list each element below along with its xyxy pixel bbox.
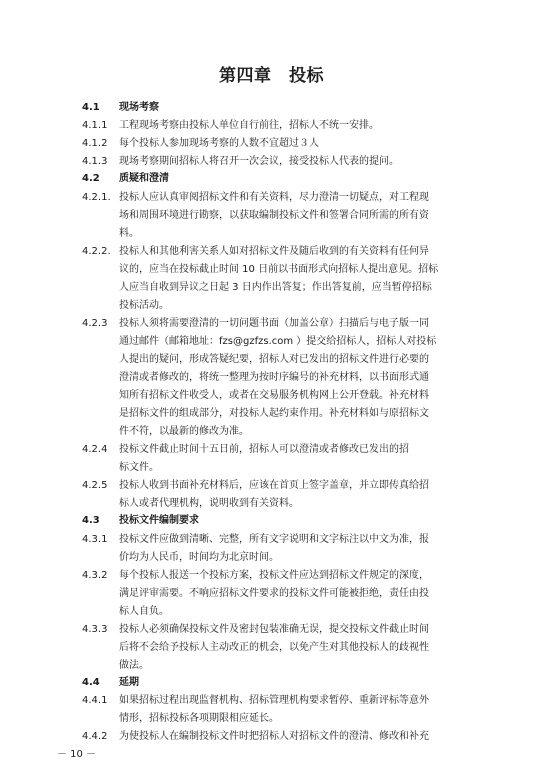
section-number: 4.4 <box>82 677 100 688</box>
chapter-title: 第四章 投标 <box>219 66 324 86</box>
clause-number: 4.1.2 <box>82 138 108 149</box>
clause-line: 澄清或者修改的，将统一整理为按时序编号的补充材料，以书面形式通 <box>119 372 429 383</box>
clause-text: 每个投标人参加现场考察的人数不宜超过３人 <box>119 138 319 149</box>
page-number: － 10 － <box>57 749 97 760</box>
clause-line: 投标人和其他利害关系人如对招标文件及随后收到的有关资料有任何异 <box>119 246 429 257</box>
clause-line: 投标文件截止时间十五日前，招标人可以澄清或者修改已发出的招 <box>119 444 409 455</box>
clause-number: 4.2.3 <box>82 318 108 329</box>
clause-line: 情形，招标投标各项期限相应延长。 <box>119 713 279 724</box>
clause-text: 工程现场考察由投标人单位自行前往，招标人不统一安排。 <box>119 120 379 131</box>
clause-line: 通过邮件（邮箱地址：fzs@gzfzs.com ）提交给招标人，招标人对投标 <box>119 336 437 347</box>
clause-line: 标文件。 <box>119 462 159 473</box>
section-heading: 现场考察 <box>119 102 159 113</box>
clause-number: 4.1.3 <box>82 156 108 167</box>
clause-number: 4.4.1 <box>82 695 108 706</box>
clause-line: 件不符，以最新的修改为准。 <box>119 426 249 437</box>
clause-line: 议的，应当在投标截止时间 10 日前以书面形式向招标人提出意见。招标 <box>119 264 439 275</box>
clause-number: 4.4.2 <box>82 731 108 742</box>
clause-number: 4.3.3 <box>82 624 108 635</box>
clause-line: 投标活动。 <box>119 300 169 311</box>
clause-number: 4.1.1 <box>82 120 108 131</box>
section-heading: 投标文件编制要求 <box>119 515 199 526</box>
clause-line: 知所有招标文件收受人，或者在交易服务机构网上公开登载。补充材料 <box>119 390 429 401</box>
clause-line: 满足评审需要。不响应招标文件要求的投标文件可能被拒绝，责任由投 <box>119 588 429 599</box>
clause-line: 做法。 <box>119 660 149 671</box>
clause-line: 为使投标人在编制投标文件时把招标人对招标文件的澄清、修改和补充 <box>119 731 429 742</box>
clause-number: 4.3.2 <box>82 570 108 581</box>
clause-line: 投标人须将需要澄清的一切问题书面（加盖公章）扫描后与电子版一同 <box>119 318 429 329</box>
clause-line: 场和周围环境进行勘察，以获取编制投标文件和签署合同所需的所有资 <box>119 210 429 221</box>
section-heading: 延期 <box>119 677 139 688</box>
clause-number: 4.3.1 <box>82 534 108 545</box>
clause-line: 标人或者代理机构，说明收到有关资料。 <box>119 498 299 509</box>
clause-line: 人提出的疑问，形成答疑纪要，招标人对已发出的招标文件进行必要的 <box>119 354 429 365</box>
section-number: 4.3 <box>82 515 100 526</box>
clause-line: 后将不会给予投标人主动改正的机会，以免产生对其他投标人的歧视性 <box>119 642 429 653</box>
section-number: 4.2 <box>82 173 100 184</box>
clause-line: 如果招标过程出现监督机构、招标管理机构要求暂停、重新评标等意外 <box>119 695 429 706</box>
clause-line: 价均为人民币，时间均为北京时间。 <box>119 552 279 563</box>
clause-line: 投标人应认真审阅招标文件和有关资料，尽力澄清一切疑点，对工程现 <box>119 192 429 203</box>
clause-line: 是招标文件的组成部分，对投标人起约束作用。补充材料如与原招标文 <box>119 408 429 419</box>
clause-number: 4.2.5 <box>82 480 108 491</box>
clause-line: 投标人必须确保投标文件及密封包装准确无误，提交投标文件截止时间 <box>119 624 429 635</box>
clause-number: 4.2.1. <box>82 192 111 203</box>
section-number: 4.1 <box>82 102 100 113</box>
clause-number: 4.2.2. <box>82 246 111 257</box>
clause-line: 人应当自收到异议之日起 3 日内作出答复；作出答复前，应当暂停招标 <box>119 282 432 293</box>
clause-line: 投标文件应做到清晰、完整，所有文字说明和文字标注以中文为准，报 <box>119 534 429 545</box>
clause-number: 4.2.4 <box>82 444 108 455</box>
clause-line: 标人自负。 <box>119 606 169 617</box>
clause-line: 每个投标人报送一个投标方案，投标文件应达到招标文件规定的深度， <box>119 570 429 581</box>
clause-line: 投标人收到书面补充材料后，应该在首页上签字盖章，并立即传真给招 <box>119 480 429 491</box>
section-heading: 质疑和澄清 <box>119 173 169 184</box>
clause-line: 料。 <box>119 228 139 239</box>
clause-text: 现场考察期间招标人将召开一次会议，接受投标人代表的提问。 <box>119 156 399 167</box>
